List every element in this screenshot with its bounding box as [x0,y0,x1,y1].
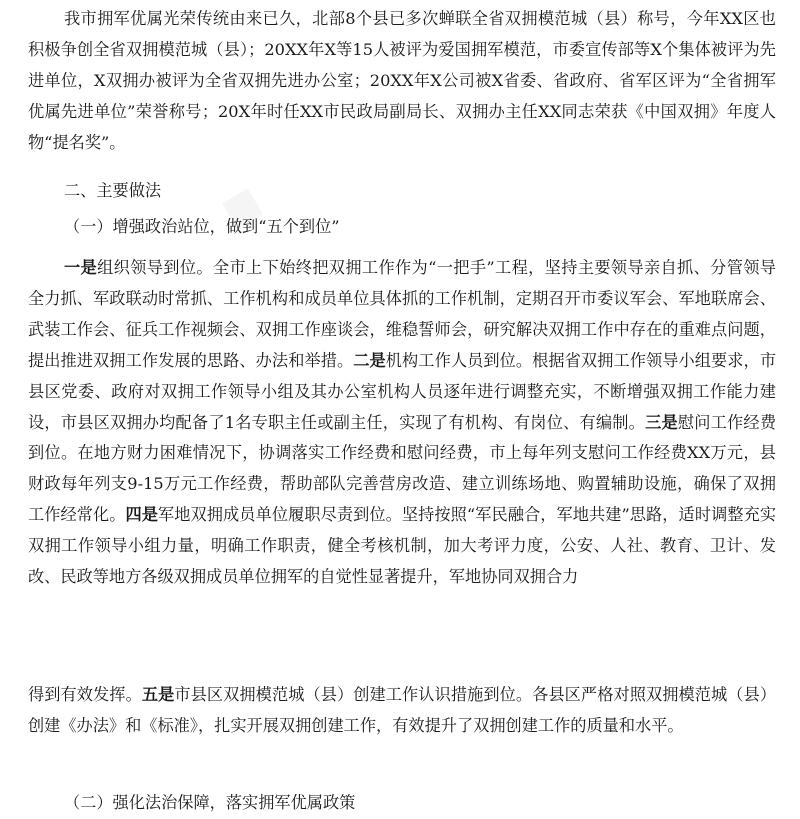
continued-text: 得到有效发挥。 [28,685,142,704]
measure-3-text: 慰问工作经费到位。在地方财力困难情况下，协调落实工作经费和慰问经费，市上每年列支慰问工作经费XX万元，县财政每年列支9-15万元工作经费，帮助部队完善营房改造、建立训练场地、购置辅助设施，确保了双拥工作经常化。 [28,412,777,525]
measure-1-text: 组织领导到位。全市上下始终把双拥工作作为“一把手”工程，坚持主要领导亲自抓、分管领导全力抓、军政联动时常抓、工作机构和成员单位具体抓的工作机制，定期召开市委议军会、军地联席会、武装工作会、征兵工作视频会、双拥工作座谈会，维稳誓师会，研究解决双拥工作中存在的重难点问题，提出推进双拥工作发展的思路、办法和举措。 [28,258,776,370]
bold-lead-5: 五是 [141,685,175,704]
bold-lead-3: 三是 [645,412,678,432]
paragraph-continued [28,680,776,742]
paragraph-intro: 我市拥军优属光荣传统由来已久，北部8个县已多次蝉联全省双拥模范城（县）称号，今年XX区也积极争创全省双拥模范城（县）；20XX年X等15人被评为爱国拥军模范，市委宣传部等X个集体被评为先进单位，X双拥办被评为全省双拥先进办公室；20XX年X公司被X省委、省政府、省军区评为“全省拥军优属先进单位”荣誉称号；20X年时任XX市民政局副局长、双拥办主任XX同志荣获《中国双拥》年度人物“提名奖”。 [28,9,776,152]
bold-lead-1: 一是 [64,258,98,277]
cut-off-heading [28,788,776,812]
measure-2-text: 机构工作人员到位。根据省双拥工作领导小组要求，市县区党委、政府对双拥工作领导小组及其办公室机构人员逐年进行调整充实，不断增强双拥工作能力建设，市县区双拥办均配备了1名专职主任或副主任，实现了有机构、有岗位、有编制。 [28,350,777,432]
watermark: ▪ [205,164,276,246]
subsection-heading: （一）增强政治站位，做到“五个到位” [64,217,340,236]
cut-off-heading-text: （二）强化法治保障，落实拥军优属政策 [64,793,356,812]
measure-4-text: 军地双拥成员单位履职尽责到位。坚持按照“军民融合，军地共建”思路，适时调整充实双拥工作领导小组力量，明确工作职责，健全考核机制，加大考评力度，公安、人社、教育、卫计、发改、民政等地方各级双拥成员单位拥军的自觉性显著提升，军地协同双拥合力 [28,505,777,587]
paragraph-measures [28,253,776,593]
bold-lead-2: 二是 [353,350,386,370]
measure-5-text: 市县区双拥模范城（县）创建工作认识措施到位。各县区严格对照双拥模范城（县）创建《办法》和《标准》，扎实开展双拥创建工作，有效提升了双拥创建工作的质量和水平。 [28,685,777,735]
bold-lead-4: 四是 [125,505,159,525]
section-heading: 二、主要做法 [64,181,162,200]
